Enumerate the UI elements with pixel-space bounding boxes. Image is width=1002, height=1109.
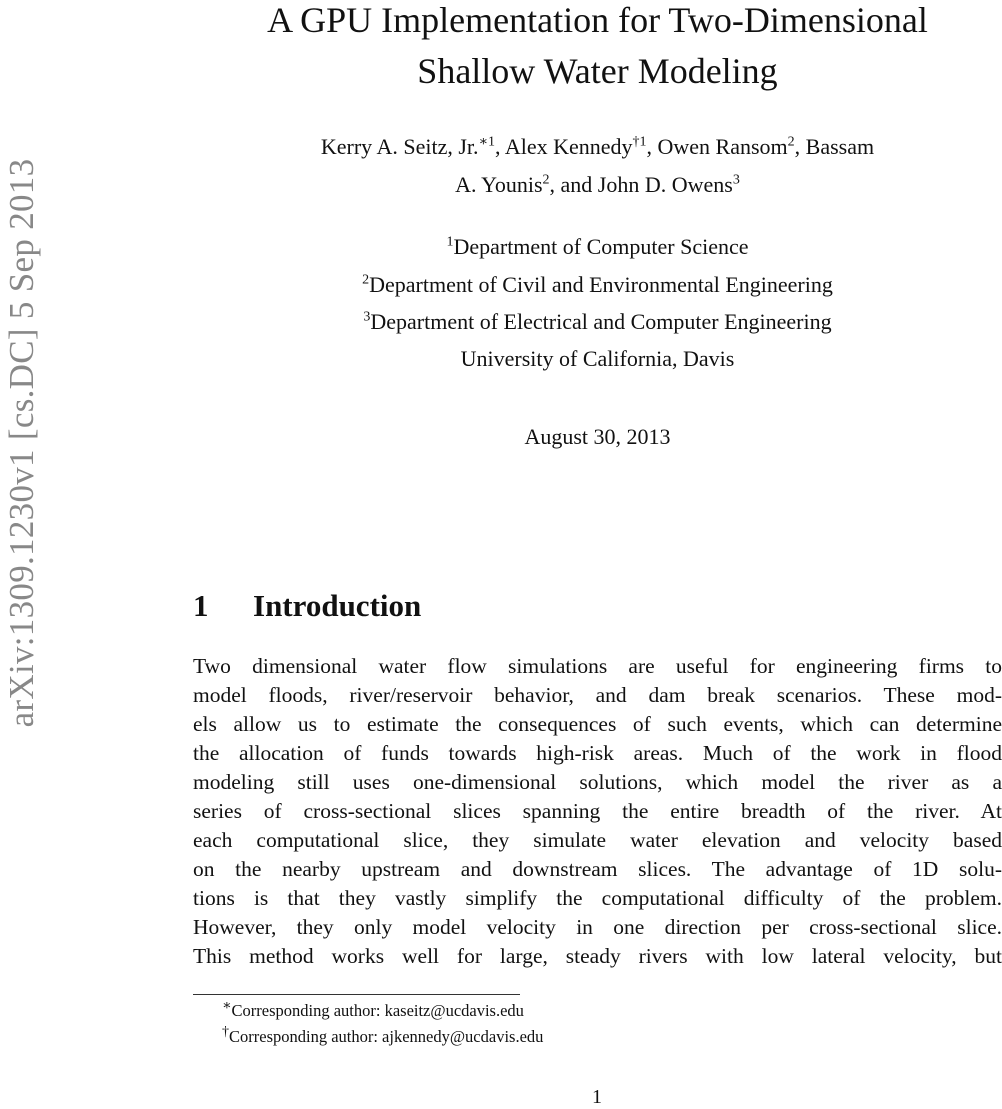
footnote (222, 998, 524, 1021)
author: , Alex Kennedy (495, 134, 633, 159)
affiliation (193, 309, 1002, 335)
paper-title-line-2: Shallow Water Modeling (417, 51, 778, 91)
body-line: Two dimensional water flow simulations are useful for engineering firms to (193, 654, 1002, 678)
affiliation-text: Department of Electrical and Computer Engineering (370, 309, 832, 334)
authors-line-1 (193, 134, 1002, 160)
affiliation-text: Department of Civil and Environmental Engineering (369, 272, 833, 297)
authors-line-2 (193, 172, 1002, 198)
body-line: series of cross-sectional slices spanning the entire breadth of the river. At (193, 799, 1002, 823)
section-title: Introduction (253, 588, 422, 623)
author-sup: 2 (787, 134, 795, 150)
author-sup: 2 (542, 172, 550, 188)
affiliation-sup: 2 (362, 272, 370, 288)
footnote-text: Corresponding author: kaseitz@ucdavis.edu (231, 1001, 524, 1020)
footnote (222, 1024, 544, 1047)
body-line: on the nearby upstream and downstream slices. The advantage of 1D solu- (193, 857, 1002, 881)
affiliation (193, 346, 1002, 372)
author: Kerry A. Seitz, Jr. (320, 134, 479, 159)
page-number: 1 (592, 1086, 602, 1108)
footnote-rule (193, 994, 520, 995)
paper-date: August 30, 2013 (524, 424, 671, 449)
author: , Bassam (794, 134, 875, 159)
footnote-text: Corresponding author: ajkennedy@ucdavis.edu (229, 1027, 544, 1046)
body-line: els allow us to estimate the consequences of such events, which can determine (193, 712, 1002, 736)
affiliation (193, 234, 1002, 260)
footnote-mark: † (222, 1024, 229, 1040)
author: , Owen Ransom (646, 134, 788, 159)
author: , and John D. Owens (549, 172, 733, 197)
section-number: 1 (193, 588, 209, 623)
author-sup: 3 (732, 172, 740, 188)
affiliation-sup: 1 (446, 234, 454, 250)
paper-title-line-1: A GPU Implementation for Two-Dimensional (267, 0, 928, 40)
author: A. Younis (455, 172, 543, 197)
arxiv-stamp: arXiv:1309.1230v1 [cs.DC] 5 Sep 2013 (2, 158, 41, 728)
author-sup: †1 (632, 134, 647, 150)
body-line: This method works well for large, steady rivers with low lateral velocity, but (193, 944, 1002, 968)
affiliation-text: Department of Computer Science (453, 234, 749, 259)
body-line: modeling still uses one-dimensional solutions, which model the river as a (193, 770, 1002, 794)
affiliation (193, 272, 1002, 298)
body-line: tions is that they vastly simplify the computational difficulty of the problem. (193, 886, 1002, 910)
body-line: model floods, river/reservoir behavior, and dam break scenarios. These mod- (193, 683, 1002, 707)
body-line: the allocation of funds towards high-risk areas. Much of the work in flood (193, 741, 1002, 765)
body-line: However, they only model velocity in one direction per cross-sectional slice. (193, 915, 1002, 939)
footnote-mark: ∗ (222, 998, 232, 1014)
author-sup: ∗1 (478, 134, 496, 150)
affiliation-sup: 3 (363, 309, 371, 325)
affiliation-text: University of California, Davis (460, 346, 735, 371)
body-line: each computational slice, they simulate water elevation and velocity based (193, 828, 1002, 852)
